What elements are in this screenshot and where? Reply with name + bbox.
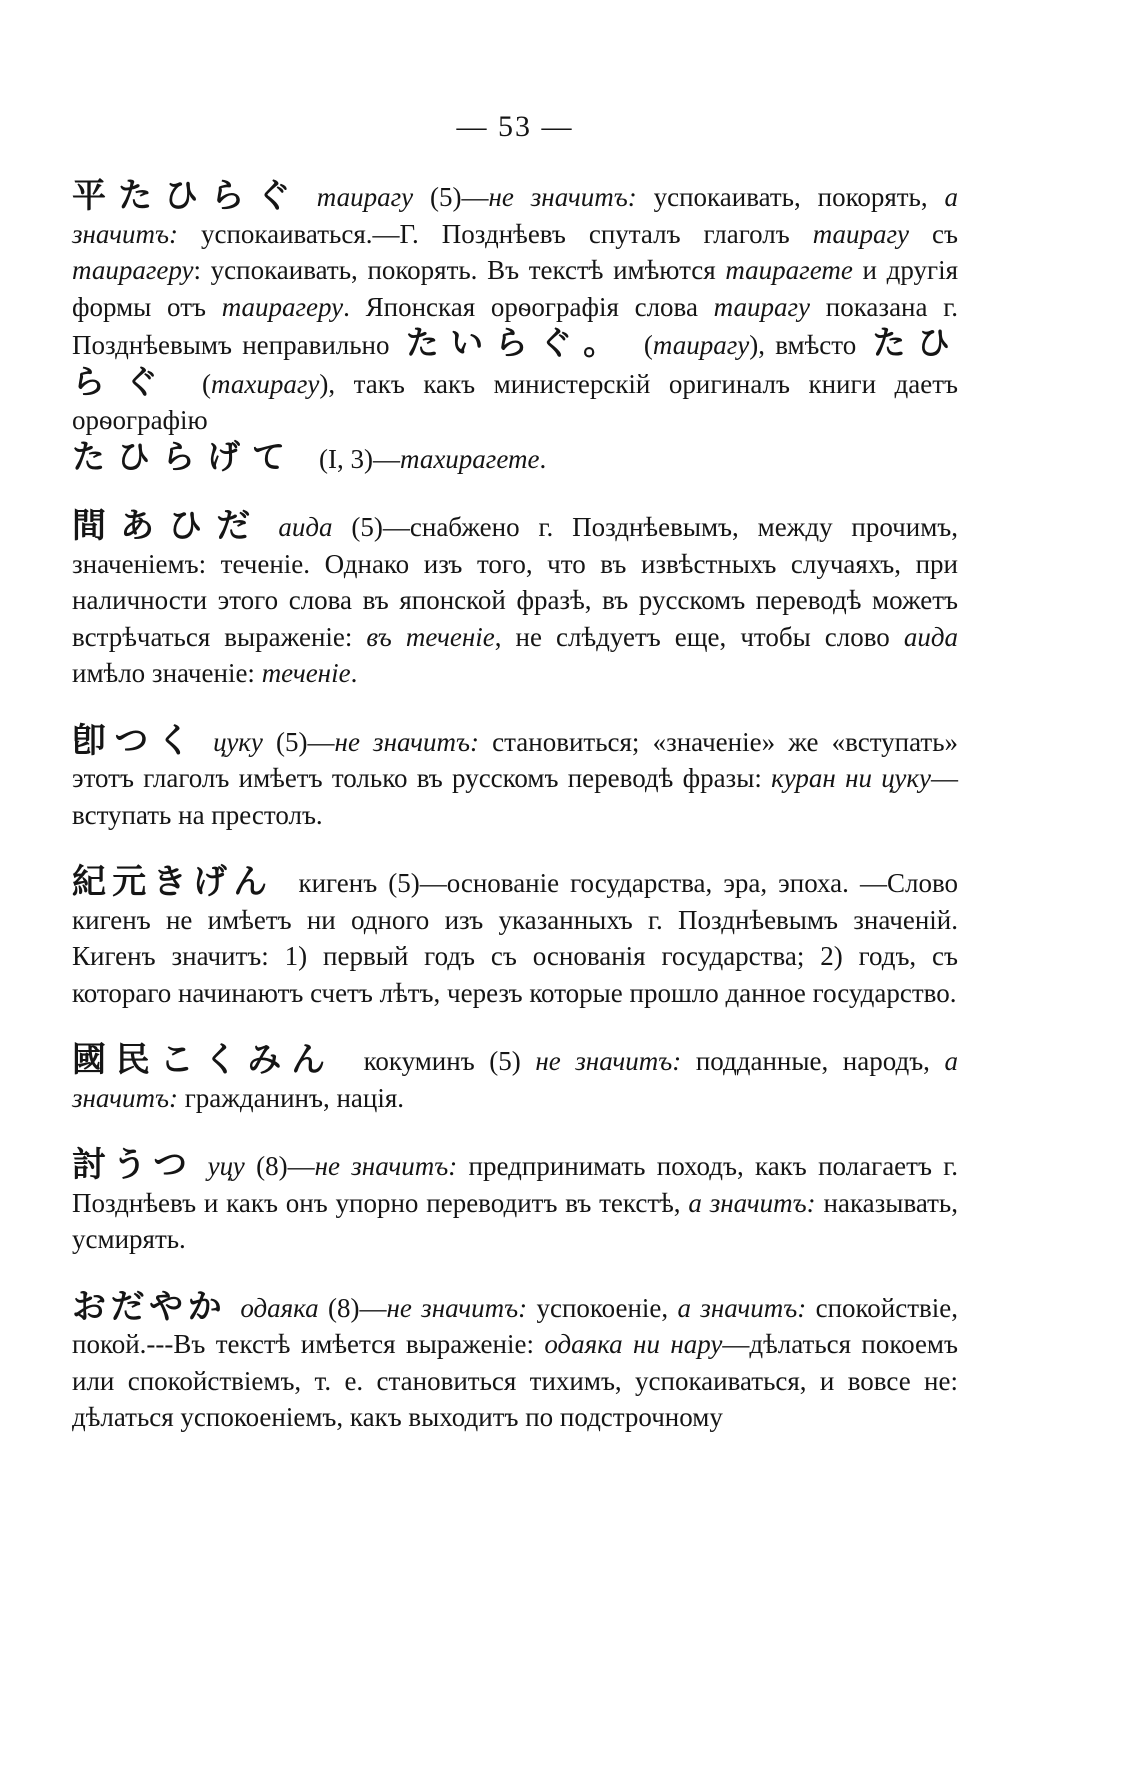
text: ( bbox=[633, 330, 653, 360]
transliteration: тахирагу bbox=[211, 368, 320, 399]
transliteration: таирагеру bbox=[72, 255, 194, 285]
emphasis: а значитъ: bbox=[72, 182, 959, 249]
japanese-spelling: たひらげて bbox=[72, 436, 297, 476]
text: (5)— bbox=[262, 726, 335, 757]
entry-body bbox=[72, 1147, 958, 1258]
text: спокойствіе, покой.---Въ текстѣ имѣется выраженіе: bbox=[72, 1292, 958, 1359]
text: успокаиваться.—Г. Позднѣевъ спуталъ глаголъ bbox=[177, 218, 813, 249]
entry-body bbox=[72, 508, 958, 692]
text: кокуминъ (5) bbox=[349, 1046, 536, 1076]
text: (I, 3)— bbox=[319, 443, 400, 474]
transliteration: одаяка ни нару bbox=[544, 1329, 723, 1359]
entry-headword: 卽つく bbox=[72, 720, 200, 761]
text: (8)— bbox=[244, 1151, 315, 1181]
text: съ bbox=[909, 218, 958, 249]
transliteration: таирагу bbox=[713, 291, 811, 322]
transliteration: аида bbox=[278, 512, 333, 542]
transliteration: таирагеру bbox=[221, 291, 344, 322]
entry-body bbox=[72, 864, 958, 1011]
entry-body bbox=[72, 178, 958, 439]
text: , не слѣдуетъ еще, чтобы слово bbox=[494, 621, 904, 652]
text: подданные, народъ, bbox=[681, 1046, 945, 1076]
entry-body bbox=[72, 720, 959, 834]
emphasis: не значитъ: bbox=[386, 1292, 528, 1323]
entry-kigen bbox=[72, 864, 958, 1011]
text: и другія формы отъ bbox=[72, 255, 959, 322]
entry-kokumin bbox=[72, 1042, 958, 1116]
text: (8)— bbox=[318, 1292, 387, 1323]
emphasis: не значитъ: bbox=[535, 1046, 682, 1076]
emphasis: не значитъ: bbox=[314, 1151, 458, 1181]
transliteration: куран ни цуку bbox=[771, 763, 931, 793]
entry-tsuku bbox=[72, 720, 959, 834]
text: показана г. Позднѣевымъ неправильно bbox=[72, 291, 958, 360]
text: . bbox=[539, 443, 547, 474]
entry-headword: 討うつ bbox=[72, 1145, 194, 1185]
dictionary-entries bbox=[72, 178, 958, 1467]
transliteration: тахирагете bbox=[399, 443, 540, 474]
emphasis: теченіе bbox=[261, 658, 351, 688]
entry-headword: おだやか bbox=[72, 1286, 227, 1327]
text: успокаивать, покорять, bbox=[636, 182, 945, 212]
text: . Японская орѳографія слова bbox=[343, 291, 714, 322]
entry-headword: 間あひだ bbox=[72, 506, 265, 546]
entry-headword: 紀元きげん bbox=[72, 862, 274, 902]
transliteration: таирагу bbox=[652, 330, 750, 360]
text: имѣло значеніе: bbox=[72, 658, 262, 688]
transliteration: одаяка bbox=[240, 1292, 319, 1323]
text: —вступать на престолъ. bbox=[72, 763, 958, 830]
entry-utsu bbox=[72, 1147, 958, 1258]
emphasis: не значитъ: bbox=[488, 182, 637, 212]
entry-headword: 平たひらぐ bbox=[72, 176, 303, 216]
text: предпринимать походъ, какъ полагаетъ г. Позднѣевъ и какъ онъ упорно переводитъ въ текстѣ, bbox=[72, 1151, 959, 1218]
text: гражданинъ, нація. bbox=[177, 1082, 405, 1113]
transliteration: цуку bbox=[213, 726, 263, 757]
japanese-spelling: たいらぐ。 bbox=[405, 323, 628, 362]
entry-tairagu bbox=[72, 178, 958, 477]
text: : успокаивать, покорять. Въ текстѣ имѣются bbox=[193, 255, 726, 285]
text: наказывать, усмирять. bbox=[72, 1187, 958, 1254]
text: —дѣлаться покоемъ или спокойствіемъ, т. е. становиться тихимъ, успокаиваться, и вовсе не: дѣлаться успокоеніемъ, какъ выходитъ по подстрочному bbox=[72, 1329, 958, 1432]
japanese-spelling: たひらぐ bbox=[72, 323, 958, 401]
page-number: — 53 — bbox=[456, 110, 574, 143]
emphasis: въ теченіе bbox=[366, 621, 495, 652]
text: становиться; «значеніе» же «вступать» этотъ глаголъ имѣетъ только въ русскомъ переводѣ фразы: bbox=[72, 726, 959, 793]
transliteration: уцу bbox=[207, 1151, 245, 1181]
transliteration: таирагу bbox=[316, 182, 414, 212]
entry-odayaka bbox=[72, 1286, 958, 1436]
entry-headword: 國民こくみん bbox=[72, 1040, 335, 1080]
text: ( bbox=[183, 368, 212, 399]
entry-aida bbox=[72, 508, 958, 692]
text: ), вмѣсто bbox=[749, 330, 867, 360]
emphasis: а значитъ: bbox=[677, 1292, 807, 1323]
text: успокоеніе, bbox=[527, 1292, 678, 1323]
emphasis: а значитъ: bbox=[72, 1046, 958, 1113]
text: (5)—снабжено г. Позднѣевымъ, между прочимъ, значеніемъ: теченіе. Однако изъ того, что въ извѣстныхъ случаяхъ, при наличности этого слова въ японской фразѣ, въ русскомъ переводѣ можетъ встрѣчаться выраженіе: bbox=[72, 512, 958, 652]
emphasis: а значитъ: bbox=[688, 1187, 816, 1218]
transliteration: таирагу bbox=[812, 218, 910, 249]
entry-body-last-line bbox=[72, 436, 958, 478]
text: (5)— bbox=[413, 182, 489, 212]
transliteration: аида bbox=[903, 621, 958, 652]
text: . bbox=[350, 658, 358, 688]
entry-body bbox=[72, 1042, 958, 1116]
emphasis: не значитъ: bbox=[334, 726, 480, 757]
text: кигенъ (5)—основаніе государства, эра, эпоха. —Слово кигенъ не имѣетъ ни одного изъ указанныхъ г. Позднѣевымъ значеній. Кигенъ значитъ: 1) первый годъ съ основанія государства; 2) годъ, съ котораго начинаютъ счетъ лѣтъ, черезъ которые прошло данное государство. bbox=[72, 868, 959, 1008]
entry-body bbox=[72, 1286, 958, 1436]
text: ), такъ какъ министерскій оригиналъ книги даетъ орѳографію bbox=[72, 368, 959, 435]
transliteration: таирагете bbox=[725, 255, 853, 285]
